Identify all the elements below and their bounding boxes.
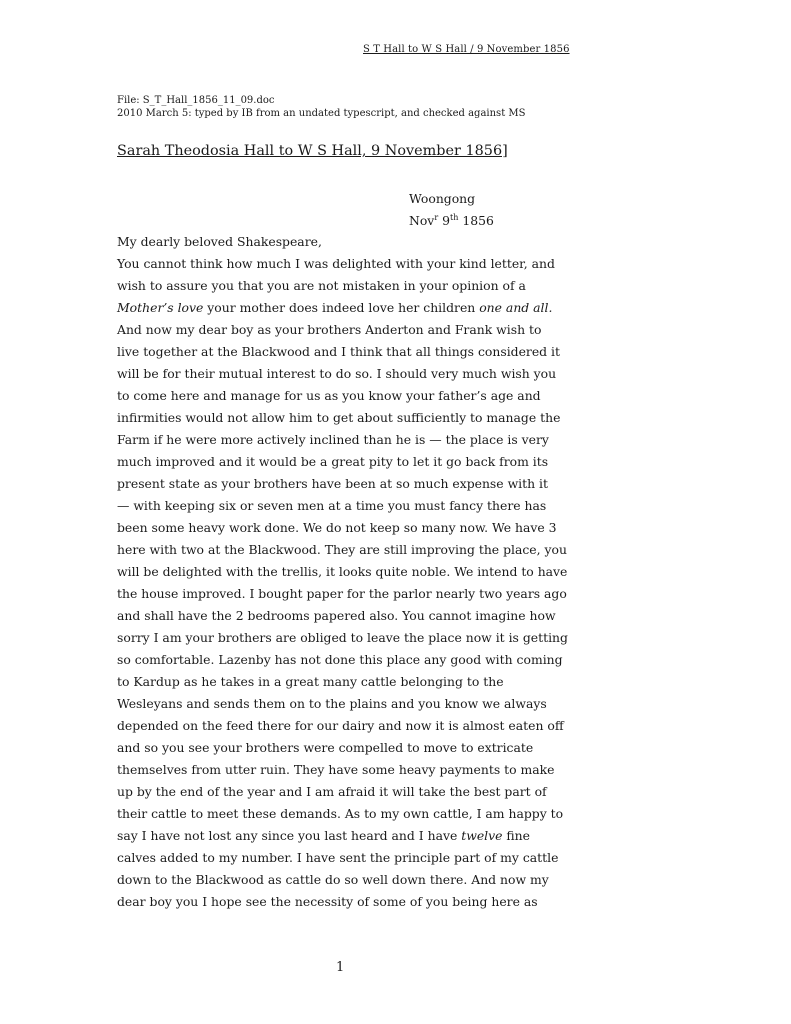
body-line: to Kardup as he takes in a great many cattle belonging to the <box>117 674 504 689</box>
body-line: themselves from utter ruin. They have some heavy payments to make <box>117 762 555 777</box>
emphasis-text: one and all. <box>479 300 553 315</box>
body-line: Farm if he were more actively inclined than he is — the place is very <box>117 432 549 447</box>
body-line <box>117 825 568 847</box>
body-line: to come here and manage for us as you know your father’s age and <box>117 388 541 403</box>
body-line: will be delighted with the trellis, it looks quite noble. We intend to have <box>117 564 568 579</box>
body-line: down to the Blackwood as cattle do so well down there. And now my <box>117 872 549 887</box>
body-line: up by the end of the year and I am afraid it will take the best part of <box>117 784 547 799</box>
date-day-superscript: th <box>449 213 459 222</box>
body-line: so comfortable. Lazenby has not done this place any good with coming <box>117 652 563 667</box>
page-number: 1 <box>336 960 345 975</box>
body-line: infirmities would not allow him to get about sufficiently to manage the <box>117 410 561 425</box>
body-text: say I have not lost any since you last heard and I have <box>117 828 462 843</box>
body-line: will be for their mutual interest to do so. I should very much wish you <box>117 366 557 381</box>
emphasis-text: twelve <box>461 828 503 843</box>
body-line: live together at the Blackwood and I think that all things considered it <box>117 344 560 359</box>
running-header: S T Hall to W S Hall / 9 November 1856 <box>363 44 570 55</box>
body-text: fine <box>502 828 530 843</box>
letter-place-date <box>409 188 494 232</box>
body-line: present state as your brothers have been at so much expense with it <box>117 476 548 491</box>
body-line: here with two at the Blackwood. They are still improving the place, you <box>117 542 567 557</box>
date-month-superscript: r <box>434 213 439 222</box>
letter-body <box>117 231 568 913</box>
body-line: their cattle to meet these demands. As to my own cattle, I am happy to <box>117 806 564 821</box>
body-line: sorry I am your brothers are obliged to leave the place now it is getting <box>117 630 568 645</box>
body-line: calves added to my number. I have sent the principle part of my cattle <box>117 850 559 865</box>
body-line: Wesleyans and sends them on to the plains and you know we always <box>117 696 547 711</box>
body-text: your mother does indeed love her children <box>203 300 480 315</box>
file-info <box>117 94 525 120</box>
body-line: — with keeping six or seven men at a time you must fancy there has <box>117 498 547 513</box>
file-name: File: S_T_Hall_1856_11_09.doc <box>117 95 275 106</box>
emphasis-text: Mother’s love <box>117 300 204 315</box>
body-line: wish to assure you that you are not mistaken in your opinion of a <box>117 278 526 293</box>
body-line: and shall have the 2 bedrooms papered also. You cannot imagine how <box>117 608 556 623</box>
date-year: 1856 <box>462 213 494 228</box>
salutation: My dearly beloved Shakespeare, <box>117 234 322 249</box>
body-line: much improved and it would be a great pity to let it go back from its <box>117 454 549 469</box>
letter-place: Woongong <box>409 191 476 206</box>
body-line <box>117 297 568 319</box>
letter-title: Sarah Theodosia Hall to W S Hall, 9 November 1856] <box>117 143 508 159</box>
body-line: depended on the feed there for our dairy and now it is almost eaten off <box>117 718 564 733</box>
body-line: And now my dear boy as your brothers Anderton and Frank wish to <box>117 322 542 337</box>
body-line: and so you see your brothers were compelled to move to extricate <box>117 740 534 755</box>
letter-date <box>409 210 494 232</box>
body-line: dear boy you I hope see the necessity of some of you being here as <box>117 894 538 909</box>
body-line: You cannot think how much I was delighted with your kind letter, and <box>117 256 555 271</box>
transcription-note: 2010 March 5: typed by IB from an undated typescript, and checked against MS <box>117 108 526 119</box>
body-line: the house improved. I bought paper for the parlor nearly two years ago <box>117 586 567 601</box>
date-month: Nov <box>409 213 435 228</box>
body-line: been some heavy work done. We do not keep so many now. We have 3 <box>117 520 557 535</box>
date-day: 9 <box>442 213 450 228</box>
